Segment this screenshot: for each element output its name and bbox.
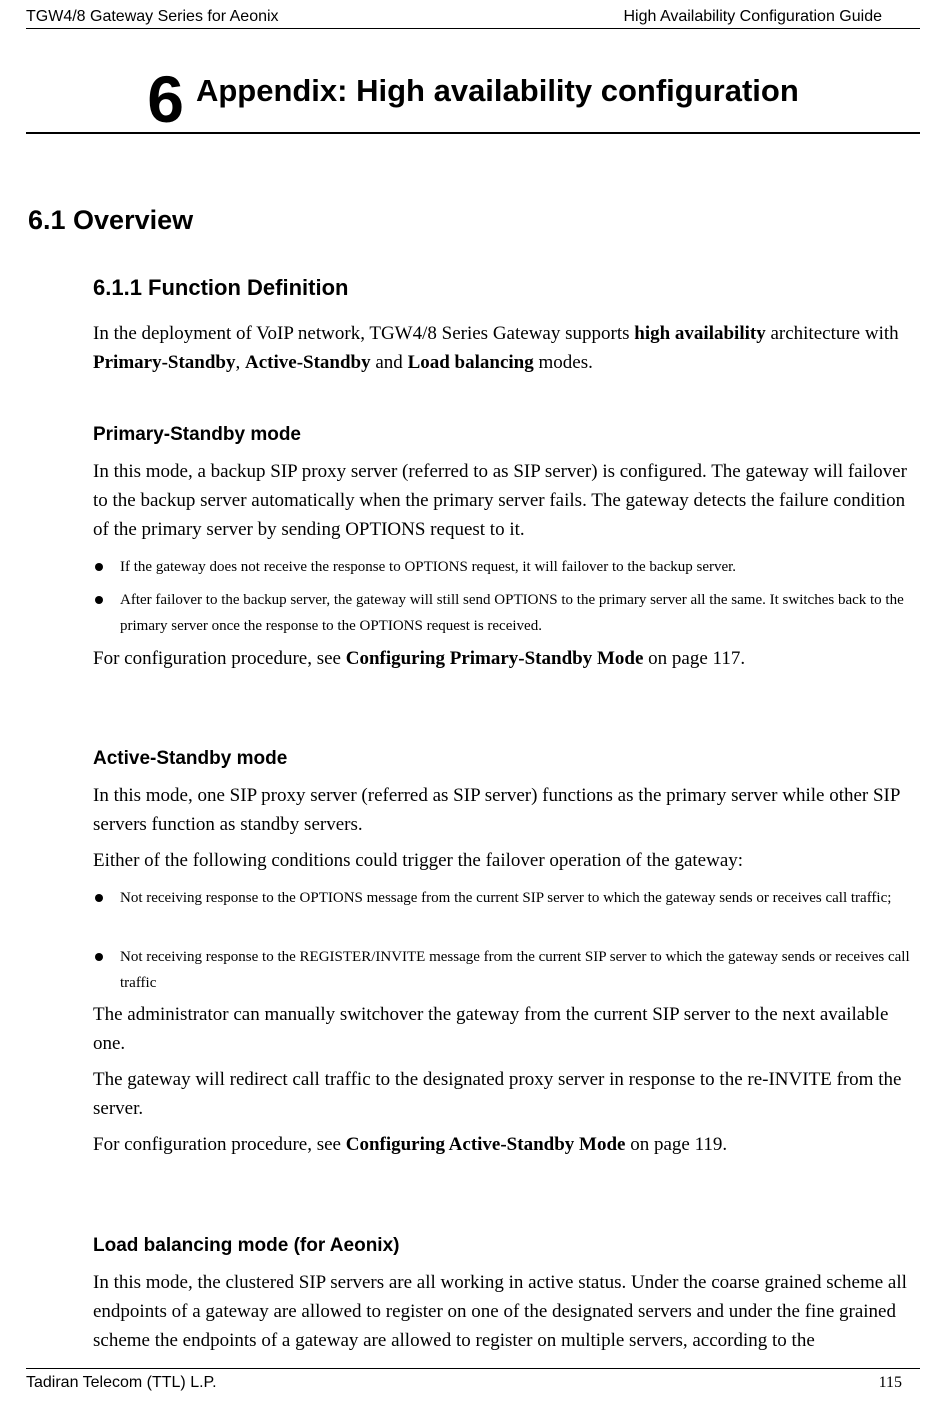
reference-link-active-standby: Configuring Active-Standby Mode xyxy=(345,1134,626,1155)
chapter-number: 6 xyxy=(147,62,184,136)
subsection-heading: 6.1.1 Function Definition xyxy=(93,275,349,300)
intro-bold-active-standby: Active-Standby xyxy=(245,352,371,373)
chapter-title: Appendix: High availability configuration xyxy=(195,73,799,108)
intro-bold-load-balancing: Load balancing xyxy=(407,352,534,373)
intro-text-2: architecture with xyxy=(765,323,899,344)
list-item xyxy=(93,885,915,911)
primary-standby-reference xyxy=(93,644,913,673)
reference-text: For configuration procedure, see xyxy=(93,1134,346,1155)
intro-bold-high-availability: high availability xyxy=(634,323,766,344)
page-footer xyxy=(26,1368,920,1399)
active-standby-paragraph-2: Either of the following conditions could trigger the failover operation of the gateway: xyxy=(93,850,744,871)
primary-standby-paragraph: In this mode, a backup SIP proxy server (referred to as SIP server) is configured. The gateway will failover to the backup server automatically when the primary server fails. The gateway detects the failure condition of the primary server by sending OPTIONS request to it. xyxy=(93,461,907,540)
intro-text-4: and xyxy=(370,352,408,373)
list-item xyxy=(93,587,915,639)
primary-standby-heading: Primary-Standby mode xyxy=(93,424,301,445)
bullet-text: Not receiving response to the REGISTER/INVITE message from the current SIP server to which the gateway sends or receives call traffic xyxy=(120,949,910,991)
reference-text: For configuration procedure, see xyxy=(93,648,346,669)
active-standby-reference xyxy=(93,1130,913,1159)
footer-company: Tadiran Telecom (TTL) L.P. xyxy=(26,1374,217,1391)
intro-paragraph xyxy=(93,319,913,377)
intro-text-3: , xyxy=(235,352,245,373)
section-heading: 6.1 Overview xyxy=(28,205,194,235)
active-standby-paragraph-3: The administrator can manually switchover the gateway from the current SIP server to the next available one. xyxy=(93,1004,889,1054)
bullet-text: Not receiving response to the OPTIONS message from the current SIP server to which the gateway sends or receives call traffic; xyxy=(120,890,892,906)
load-balancing-paragraph: In this mode, the clustered SIP servers are all working in active status. Under the coarse grained scheme all endpoints of a gateway are allowed to register on one of the designated servers and under the fine grained scheme the endpoints of a gateway are allowed to register on multiple servers, according to the xyxy=(93,1272,907,1351)
load-balancing-heading: Load balancing mode (for Aeonix) xyxy=(93,1235,400,1256)
intro-text-1: In the deployment of VoIP network, TGW4/8 Series Gateway supports xyxy=(93,323,635,344)
page-header xyxy=(26,6,920,29)
header-doc-title: TGW4/8 Gateway Series for Aeonix xyxy=(26,8,279,25)
intro-bold-primary-standby: Primary-Standby xyxy=(93,352,236,373)
bullet-icon xyxy=(95,596,103,604)
active-standby-paragraph-4: The gateway will redirect call traffic to the designated proxy server in response to the re-INVITE from the server. xyxy=(93,1069,902,1119)
bullet-text: If the gateway does not receive the response to OPTIONS request, it will failover to the backup server. xyxy=(120,559,737,575)
intro-text-5: modes. xyxy=(533,352,593,373)
header-guide-title: High Availability Configuration Guide xyxy=(623,8,882,25)
list-item xyxy=(93,944,915,996)
active-standby-heading: Active-Standby mode xyxy=(93,748,288,769)
bullet-icon xyxy=(95,894,103,902)
reference-page: on page 117. xyxy=(643,648,746,669)
list-item xyxy=(93,554,915,580)
bullet-icon xyxy=(95,953,103,961)
bullet-text: After failover to the backup server, the gateway will still send OPTIONS to the primary server all the same. It switches back to the primary server once the response to the OPTIONS request is received. xyxy=(120,592,904,634)
reference-page: on page 119. xyxy=(625,1134,728,1155)
reference-link-primary-standby: Configuring Primary-Standby Mode xyxy=(345,648,644,669)
page-number: 115 xyxy=(878,1374,902,1391)
active-standby-paragraph-1: In this mode, one SIP proxy server (referred as SIP server) functions as the primary server while other SIP servers function as standby servers. xyxy=(93,785,900,835)
chapter-heading xyxy=(26,62,920,136)
bullet-icon xyxy=(95,563,103,571)
